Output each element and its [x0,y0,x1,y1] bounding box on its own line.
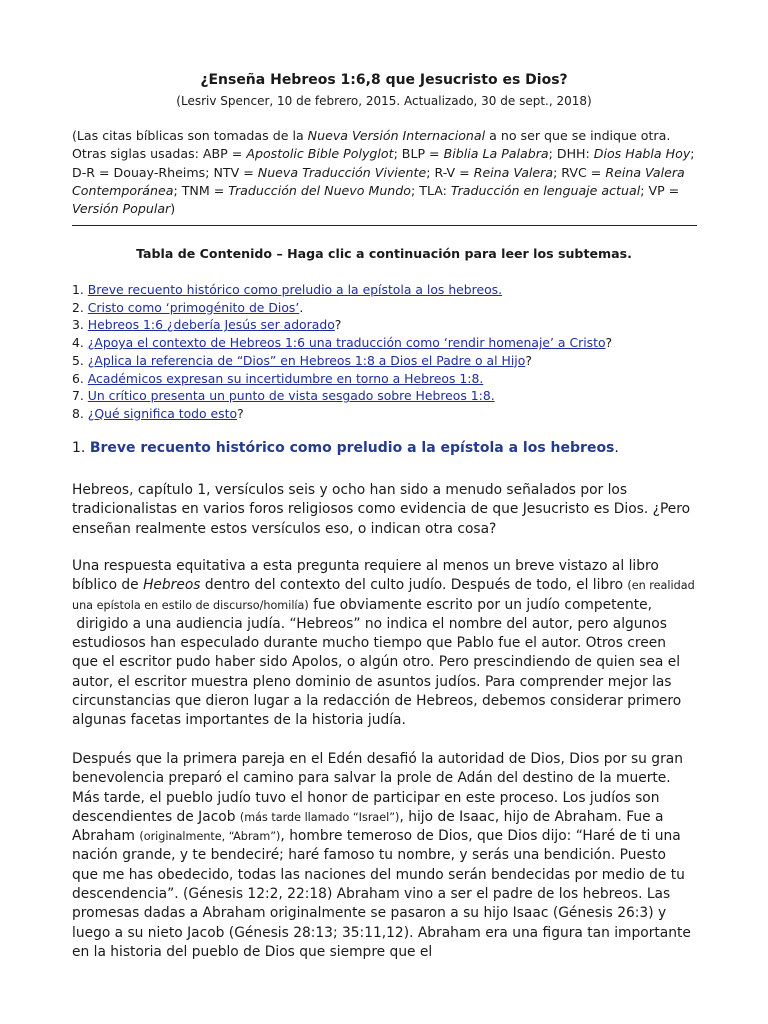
toc-number: 1. [72,282,84,297]
toc-suffix: ? [605,335,613,351]
section-title: Breve recuento histórico como preludio a la epístola a los hebreos [89,440,615,456]
toc-number: 5. [72,352,84,368]
toc-number: 6. [72,370,84,386]
toc-link[interactable]: Hebreos 1:6 ¿debería Jesús ser adorado [87,317,335,333]
toc-link[interactable]: Breve recuento histórico como preludio a la epístola a los hebreos. [87,282,503,297]
paragraph: Después que la primera pareja en el Edén desafió la autoridad de Dios, Dios por su gran benevolencia preparó el camino para salvar la prole de Adán del destino de la muerte. Más tarde, el pueblo judío tuvo el honor de participar en este proceso. Los judíos son descendientes de Jacob (más tarde llamado “Israel”), hijo de Isaac, hijo de Abraham. Fue a Abraham (originalmente, “Abram”), hombre temeroso de Dios, que Dios dijo: “Haré de ti una nación grande, y te bendeciré; haré famoso tu nombre, y serás una bendición. Puesto que me has obedecido, todas las naciones del mundo serán bendecidas por medio de tu descendencia”. (Génesis 12:2, 22:18) Abraham vino a ser el padre de los hebreos. Las promesas dadas a Abraham originalmente se pasaron a su hijo Isaac (Génesis 26:3) y luego a su nieto Jacob (Génesis 28:13; 35:11,12). Abraham era una figura tan importante en la historia del pueblo de Dios que siempre que el [72,751,691,960]
section-suffix: . [614,440,619,456]
horizontal-divider [72,225,697,226]
document-subtitle: (Lesriv Spencer, 10 de febrero, 2015. Actualizado, 30 de sept., 2018) [176,94,592,108]
toc-suffix: ? [334,317,342,333]
paragraph: Hebreos, capítulo 1, versículos seis y ocho han sido a menudo señalados por los tradicionalistas en varios foros religiosos como evidencia de que Jesucristo es Dios. ¿Pero enseñan realmente estos versículos eso, o indican otra cosa? [72,482,691,537]
section-heading [72,440,619,456]
paragraph: Una respuesta equitativa a esta pregunta requiere al menos un breve vistazo al libro bíblico de Hebreos dentro del contexto del culto judío. Después de todo, el libro (en realidad una epístola en estilo de discurso/homilía) fue obviamente escrito por un judío competente, dirigido a una audiencia judía. “Hebreos” no indica el nombre del autor, pero algunos estudiosos han especulado durante mucho tiempo que Pablo fue el autor. Otros creen que el escritor pudo haber sido Apolos, o algún otro. Pero prescindiendo de quien sea el autor, el escritor muestra pleno dominio de asuntos judíos. Para comprender mejor las circunstancias que dieron lugar a la redacción de Hebreos, debemos considerar primero algunas facetas importantes de la historia judía. [72,558,695,729]
toc-item [72,299,696,317]
toc-item [72,405,696,423]
toc-number: 3. [72,317,84,333]
toc-item [72,370,696,388]
toc-number: 7. [72,388,84,404]
toc-number: 4. [72,335,84,351]
toc-suffix: ? [237,405,244,421]
toc-number: 8. [72,405,84,421]
toc-link[interactable]: Académicos expresan su incertidumbre en torno a Hebreos 1:8. [87,370,484,386]
toc-item [72,352,696,370]
toc-link[interactable]: Un crítico presenta un punto de vista sesgado sobre Hebreos 1:8. [87,388,495,404]
toc-link[interactable]: ¿Qué significa todo esto [87,405,238,421]
toc-suffix: ? [525,352,532,368]
abbreviations-note: (Las citas bíblicas son tomadas de la Nueva Versión Internacional a no ser que se indique otra. Otras siglas usadas: ABP = Apostolic Bible Polyglot; BLP = Biblia La Palabra; DHH: Dios Habla Hoy; D-R = Douay-Rheims; NTV = Nueva Traducción Viviente; R-V = Reina Valera; RVC = Reina Valera Contemporánea; TNM = Traducción del Nuevo Mundo; TLA: Traducción en lenguaje actual; VP = Versión Popular) [72,128,695,217]
toc-link[interactable]: ¿Apoya el contexto de Hebreos 1:6 una traducción como ‘rendir homenaje’ a Cristo [87,335,606,351]
document-title: ¿Enseña Hebreos 1:6,8 que Jesucristo es Dios? [200,72,568,88]
toc-link[interactable]: Cristo como ‘primogénito de Dios’ [87,299,300,315]
toc-item [72,281,696,299]
table-of-contents [72,281,696,423]
toc-link[interactable]: ¿Aplica la referencia de “Dios” en Hebreos 1:8 a Dios el Padre o al Hijo [87,352,526,368]
toc-item [72,316,696,334]
toc-item [72,334,696,352]
toc-number: 2. [72,299,84,315]
section-number: 1. [72,440,86,456]
toc-suffix: . [299,299,304,315]
toc-item [72,387,696,405]
toc-title: Tabla de Contenido – Haga clic a continuación para leer los subtemas. [136,246,632,261]
